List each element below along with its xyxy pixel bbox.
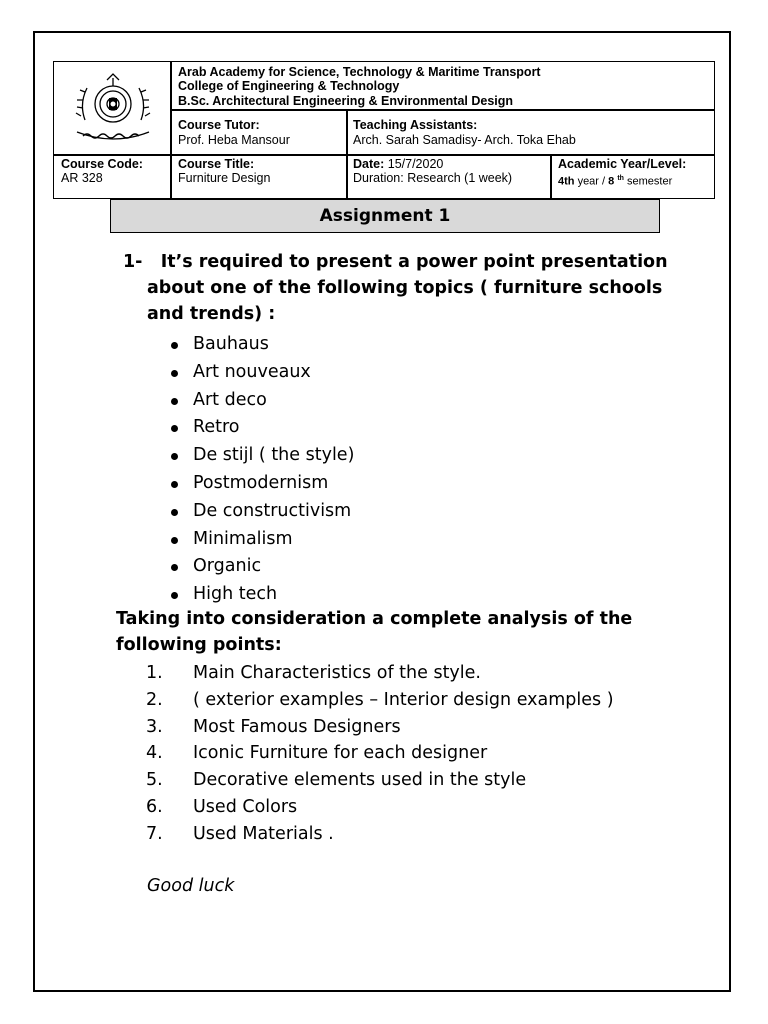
duration-field: Duration: Research (1 week) (353, 171, 513, 185)
course-header-table (53, 61, 715, 199)
teaching-assistants-names: Arch. Sarah Samadisy- Arch. Toka Ehab (353, 133, 576, 147)
list-item (146, 794, 614, 821)
point-text: ( exterior examples – Interior design examples ) (193, 689, 614, 710)
list-item (146, 767, 614, 794)
course-title-label: Course Title: (178, 157, 255, 171)
academy-logo (54, 62, 171, 156)
point-number: 3. (146, 716, 163, 737)
question-text (123, 249, 683, 327)
college-name: College of Engineering & Technology (178, 79, 400, 93)
point-number: 2. (146, 689, 163, 710)
point-text: Used Colors (193, 796, 298, 817)
list-item: Minimalism (170, 526, 354, 554)
consideration-line-1: Taking into consideration a complete analysis of the (116, 609, 633, 629)
point-text: Main Characteristics of the style. (193, 663, 481, 683)
semester-suffix: th (617, 175, 624, 182)
point-text: Most Famous Designers (193, 716, 401, 737)
list-item: Organic (170, 553, 354, 581)
point-text: Decorative elements used in the style (193, 770, 527, 791)
list-item (146, 714, 614, 741)
point-number: 5. (146, 770, 163, 791)
header-divider (550, 154, 552, 198)
academic-year-value (558, 172, 672, 189)
point-number: 4. (146, 743, 163, 764)
list-item: De constructivism (170, 498, 354, 526)
semester-word: semester (627, 175, 673, 188)
list-item: High tech (170, 581, 354, 609)
year-word: year / (577, 175, 606, 188)
list-item: Bauhaus (170, 331, 354, 359)
list-item: Art nouveaux (170, 359, 354, 387)
course-tutor-name: Prof. Heba Mansour (178, 133, 290, 147)
question-number: 1- (123, 252, 143, 272)
program-name: B.Sc. Architectural Engineering & Environmental Design (178, 94, 514, 108)
year-number: 4th (558, 175, 575, 188)
question-line-3: and trends) : (147, 304, 276, 324)
point-number: 1. (146, 663, 163, 683)
point-number: 7. (146, 823, 163, 844)
topics-list (170, 331, 354, 609)
header-divider (170, 109, 715, 111)
course-title-value: Furniture Design (178, 171, 271, 185)
closing-note: Good luck (147, 876, 235, 896)
point-text: Iconic Furniture for each designer (193, 743, 488, 764)
academy-name: Arab Academy for Science, Technology & Maritime Transport (178, 65, 541, 79)
date-field (353, 157, 443, 171)
consideration-heading (116, 606, 676, 658)
academic-year-label: Academic Year/Level: (558, 157, 687, 171)
list-item (146, 740, 614, 767)
course-tutor-label: Course Tutor: (178, 118, 260, 132)
list-item: De stijl ( the style) (170, 442, 354, 470)
analysis-points-list (146, 660, 614, 848)
question-line-1: It’s required to present a power point presentation (160, 252, 668, 272)
consideration-line-2: following points: (116, 635, 282, 655)
list-item: Postmodernism (170, 470, 354, 498)
list-item (146, 821, 614, 848)
header-divider (346, 109, 348, 198)
course-code-value: AR 328 (61, 171, 103, 185)
list-item: Retro (170, 414, 354, 442)
point-number: 6. (146, 796, 163, 817)
semester-number: 8 (608, 175, 615, 188)
date-value: 15/7/2020 (387, 157, 444, 171)
date-label: Date: (353, 157, 385, 171)
question-line-2: about one of the following topics ( furniture schools (147, 278, 663, 298)
academy-emblem-icon (71, 70, 155, 148)
assignment-title: Assignment 1 (110, 199, 660, 233)
point-text: Used Materials . (193, 823, 334, 844)
list-item: Art deco (170, 387, 354, 415)
list-item (146, 660, 614, 687)
course-code-label: Course Code: (61, 157, 143, 171)
teaching-assistants-label: Teaching Assistants: (353, 118, 478, 132)
list-item (146, 687, 614, 714)
